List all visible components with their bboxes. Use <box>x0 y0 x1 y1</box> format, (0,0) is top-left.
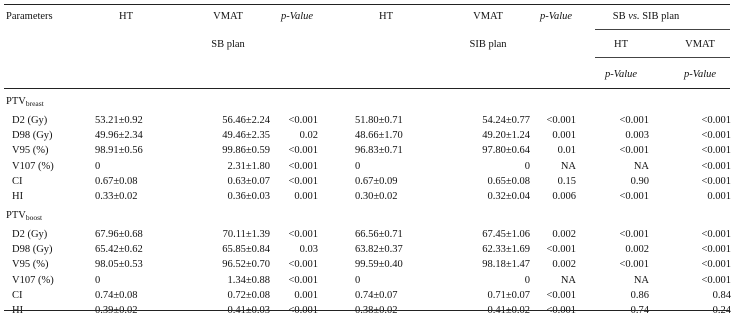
table-cell-vmat-sib: 0.41±0.02 <box>487 305 530 316</box>
table-cell-pvalue-vmat-compare: 0.001 <box>707 191 731 202</box>
table-cell-ht-sb: 0 <box>95 274 101 286</box>
table-cell-ht-sib: 0 <box>355 274 361 286</box>
header-vmat-sb: VMAT <box>213 11 243 22</box>
table-cell-ht-sib: 0 <box>355 160 361 172</box>
header-pvalue-sb: p-Value <box>280 11 314 22</box>
table-cell-pvalue-ht-compare: 0.002 <box>625 244 649 256</box>
table-cell-vmat-sib: 0 <box>524 274 530 286</box>
table-cell-pvalue-sib: 0.15 <box>557 175 576 187</box>
table-cell-vmat-sb: 49.46±2.35 <box>222 130 270 142</box>
table-cell-ht-sb: 67.96±0.68 <box>95 229 143 240</box>
table-cell-pvalue-vmat-compare: 0.84 <box>712 289 731 301</box>
table-cell-pvalue-ht-compare: NA <box>633 274 649 286</box>
table-cell-pvalue-sib: 0.002 <box>552 229 576 240</box>
header-ht-sb: HT <box>119 11 133 22</box>
bottom-rule <box>4 310 730 311</box>
header-sb-vs-sib <box>613 11 680 23</box>
table-cell-ht-sib: 96.83±0.71 <box>355 145 403 157</box>
table-cell-parameter: D98 (Gy) <box>12 130 53 142</box>
table-cell-pvalue-ht-compare: 0.74 <box>630 305 649 316</box>
table-cell-vmat-sb: 70.11±1.39 <box>222 229 270 240</box>
table-cell-ht-sb: 0.74±0.08 <box>95 289 138 301</box>
table-cell-parameter: CI <box>12 289 23 301</box>
table-cell-vmat-sb: 56.46±2.24 <box>222 115 270 126</box>
table-cell-ht-sb: 65.42±0.62 <box>95 244 143 256</box>
table-cell-pvalue-sib: 0.001 <box>552 130 576 142</box>
header-subrule-1 <box>595 29 730 30</box>
table-cell-pvalue-ht-compare: <0.001 <box>619 191 649 202</box>
table-cell-pvalue-ht-compare: <0.001 <box>619 229 649 240</box>
header-pvalue-vmat-compare: p-Value <box>683 69 717 80</box>
table-cell-parameter: D98 (Gy) <box>12 244 53 256</box>
table-cell-vmat-sib: 0 <box>524 160 530 172</box>
table-cell-vmat-sb: 65.85±0.84 <box>222 244 270 256</box>
table-cell-ht-sib: 48.66±1.70 <box>355 130 403 142</box>
top-rule <box>4 4 730 5</box>
table-cell-ht-sib: 0.38±0.02 <box>355 305 398 316</box>
table-cell-pvalue-sb: 0.03 <box>299 244 318 256</box>
header-sb-vs-sib-suffix: SIB plan <box>639 11 680 22</box>
table-cell-pvalue-ht-compare: 0.003 <box>625 130 649 142</box>
section-title <box>6 210 42 222</box>
table-cell-pvalue-sb: <0.001 <box>288 259 318 271</box>
table-cell-parameter: D2 (Gy) <box>12 229 48 240</box>
section-title-subscript: breast <box>25 99 44 108</box>
table-cell-pvalue-sib: <0.001 <box>546 289 576 301</box>
table-cell-ht-sib: 0.30±0.02 <box>355 191 398 202</box>
table-cell-ht-sb: 98.91±0.56 <box>95 145 143 157</box>
table-cell-ht-sib: 66.56±0.71 <box>355 229 403 240</box>
table-cell-vmat-sib: 0.65±0.08 <box>487 175 530 187</box>
table-cell-pvalue-sb: <0.001 <box>288 175 318 187</box>
table-cell-parameter: CI <box>12 175 23 187</box>
table-cell-pvalue-sib: <0.001 <box>546 115 576 126</box>
table-cell-parameter: V95 (%) <box>12 259 49 271</box>
table-cell-vmat-sib: 49.20±1.24 <box>482 130 530 142</box>
table-cell-parameter: HI <box>12 191 24 202</box>
table-cell-pvalue-sb: <0.001 <box>288 115 318 126</box>
table-cell-pvalue-ht-compare: <0.001 <box>619 115 649 126</box>
table-cell-pvalue-sib: 0.002 <box>552 259 576 271</box>
header-sib-plan: SIB plan <box>469 39 507 50</box>
table-cell-pvalue-vmat-compare: <0.001 <box>701 130 731 142</box>
table-cell-pvalue-vmat-compare: <0.001 <box>701 115 731 126</box>
table-cell-vmat-sib: 0.32±0.04 <box>487 191 530 202</box>
table-cell-ht-sb: 49.96±2.34 <box>95 130 143 142</box>
header-pvalue-sib: p-Value <box>539 11 573 22</box>
table-cell-vmat-sb: 99.86±0.59 <box>222 145 270 157</box>
table-cell-pvalue-ht-compare: <0.001 <box>619 259 649 271</box>
table-cell-parameter: V107 (%) <box>12 160 54 172</box>
table-cell-ht-sb: 0.67±0.08 <box>95 175 138 187</box>
table-cell-pvalue-ht-compare: NA <box>633 160 649 172</box>
table-cell-vmat-sb: 0.41±0.03 <box>227 305 270 316</box>
section-title <box>6 96 44 108</box>
table-cell-vmat-sb: 96.52±0.70 <box>222 259 270 271</box>
header-vmat-compare: VMAT <box>685 39 715 50</box>
header-sb-vs-sib-prefix: SB <box>612 11 629 22</box>
table-cell-vmat-sib: 62.33±1.69 <box>482 244 530 256</box>
header-sb-plan: SB plan <box>211 39 245 50</box>
table-cell-vmat-sib: 54.24±0.77 <box>482 115 530 126</box>
table-cell-vmat-sib: 67.45±1.06 <box>482 229 530 240</box>
header-vmat-sib: VMAT <box>473 11 503 22</box>
section-title-subscript: boost <box>25 213 43 222</box>
table-cell-vmat-sb: 0.63±0.07 <box>227 175 270 187</box>
section-title-main: PTV <box>6 210 26 221</box>
table-cell-pvalue-sb: 0.001 <box>294 191 318 202</box>
table-cell-vmat-sb: 0.72±0.08 <box>227 289 270 301</box>
table-cell-ht-sib: 0.74±0.07 <box>355 289 398 301</box>
table-cell-ht-sib: 51.80±0.71 <box>355 115 403 126</box>
header-parameters: Parameters <box>6 11 53 22</box>
header-pvalue-ht-compare: p-Value <box>604 69 638 80</box>
header-ht-sib: HT <box>379 11 393 22</box>
header-sb-vs-sib-vs: vs. <box>628 11 640 22</box>
table-cell-parameter: D2 (Gy) <box>12 115 48 126</box>
table-cell-ht-sib: 63.82±0.37 <box>355 244 403 256</box>
table-cell-pvalue-vmat-compare: <0.001 <box>701 229 731 240</box>
table-cell-pvalue-sb: <0.001 <box>288 305 318 316</box>
table-cell-pvalue-vmat-compare: <0.001 <box>701 175 731 187</box>
table-cell-parameter: V107 (%) <box>12 274 54 286</box>
table-cell-pvalue-vmat-compare: 0.24 <box>712 305 731 316</box>
table-cell-vmat-sib: 97.80±0.64 <box>482 145 530 157</box>
table-cell-pvalue-sib: NA <box>560 274 576 286</box>
table-cell-ht-sib: 99.59±0.40 <box>355 259 403 271</box>
table-cell-ht-sb: 0.39±0.02 <box>95 305 138 316</box>
table-cell-pvalue-vmat-compare: <0.001 <box>701 244 731 256</box>
table-cell-pvalue-vmat-compare: <0.001 <box>701 145 731 157</box>
table-cell-pvalue-ht-compare: 0.90 <box>630 175 649 187</box>
table-cell-pvalue-ht-compare: <0.001 <box>619 145 649 157</box>
section-title-main: PTV <box>6 96 26 107</box>
table-cell-pvalue-sib: 0.01 <box>557 145 576 157</box>
table-cell-vmat-sb: 0.36±0.03 <box>227 191 270 202</box>
table-cell-pvalue-sib: <0.001 <box>546 244 576 256</box>
header-bottom-rule <box>4 88 730 89</box>
table-cell-pvalue-ht-compare: 0.86 <box>630 289 649 301</box>
header-ht-compare: HT <box>614 39 628 50</box>
table-cell-pvalue-sb: 0.001 <box>294 289 318 301</box>
table-cell-pvalue-sb: <0.001 <box>288 229 318 240</box>
table-cell-vmat-sb: 1.34±0.88 <box>227 274 270 286</box>
table-cell-pvalue-sib: 0.006 <box>552 191 576 202</box>
table-cell-pvalue-vmat-compare: <0.001 <box>701 160 731 172</box>
table-cell-pvalue-vmat-compare: <0.001 <box>701 274 731 286</box>
table-cell-vmat-sb: 2.31±1.80 <box>227 160 270 172</box>
table-cell-ht-sb: 53.21±0.92 <box>95 115 143 126</box>
table-cell-pvalue-sb: 0.02 <box>299 130 318 142</box>
table-cell-ht-sb: 98.05±0.53 <box>95 259 143 271</box>
header-subrule-2 <box>595 57 730 58</box>
table-cell-ht-sb: 0.33±0.02 <box>95 191 138 202</box>
table-cell-pvalue-sb: <0.001 <box>288 145 318 157</box>
table-cell-parameter: V95 (%) <box>12 145 49 157</box>
table-cell-vmat-sib: 98.18±1.47 <box>482 259 530 271</box>
table-cell-pvalue-sb: <0.001 <box>288 160 318 172</box>
table-cell-ht-sib: 0.67±0.09 <box>355 175 398 187</box>
table-cell-pvalue-vmat-compare: <0.001 <box>701 259 731 271</box>
table-cell-vmat-sib: 0.71±0.07 <box>487 289 530 301</box>
table-cell-ht-sb: 0 <box>95 160 101 172</box>
table-cell-parameter: HI <box>12 305 24 316</box>
table-cell-pvalue-sib: NA <box>560 160 576 172</box>
table-cell-pvalue-sb: <0.001 <box>288 274 318 286</box>
table-cell-pvalue-sib: <0.001 <box>546 305 576 316</box>
